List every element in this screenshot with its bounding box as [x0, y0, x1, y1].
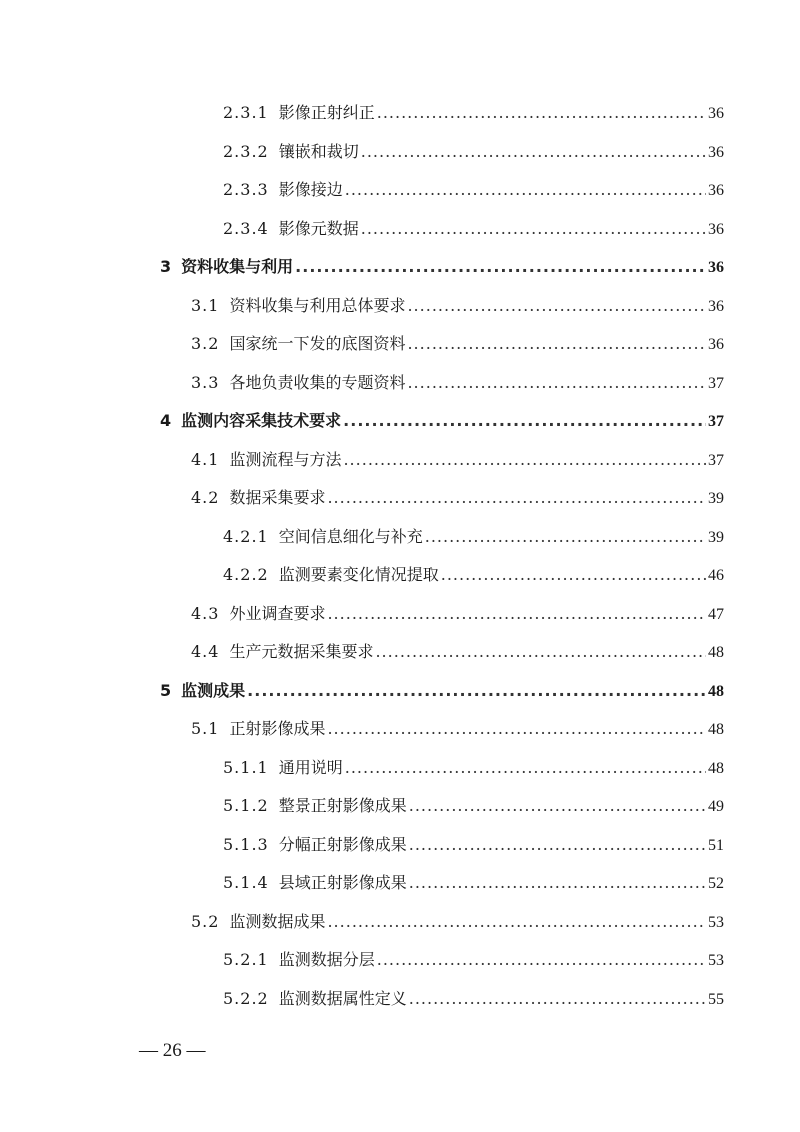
toc-dot-leader: [343, 402, 706, 441]
toc-entry-number: 3: [160, 257, 172, 276]
toc-entry-page: 39: [708, 490, 724, 507]
toc-entry-title: 外业调查要求: [229, 603, 326, 623]
toc-entry-number: 4: [160, 411, 172, 430]
toc-entry-title: 分幅正射影像成果: [278, 834, 407, 854]
toc-entry-title: 监测流程与方法: [229, 449, 342, 469]
toc-entry-title: 通用说明: [278, 757, 343, 777]
toc-entry-number: 2.3.2: [223, 141, 269, 161]
toc-entry-title: 生产元数据采集要求: [229, 642, 374, 661]
toc-entry-number: 4.1: [191, 449, 220, 469]
toc-entry-number: 5.2.1: [223, 950, 269, 969]
toc-entry: [0, 94, 724, 133]
toc-entry: [0, 518, 724, 557]
page-number: — 26 —: [139, 1040, 206, 1061]
toc-entry: [0, 210, 724, 249]
toc-entry-page: 36: [708, 220, 724, 238]
toc-entry: [0, 133, 724, 172]
table-of-contents: [0, 94, 800, 1018]
toc-entry: [0, 710, 724, 749]
toc-dot-leader: [377, 941, 706, 980]
toc-entry-page: 47: [708, 605, 724, 623]
toc-dot-leader: [375, 633, 706, 672]
toc-entry-number: 4.3: [191, 603, 220, 623]
toc-entry-page: 37: [708, 451, 724, 469]
toc-dot-leader: [345, 749, 706, 788]
toc-dot-leader: [377, 94, 706, 133]
toc-entry: [0, 595, 724, 634]
toc-dot-leader: [327, 595, 706, 634]
toc-entry: [0, 364, 724, 403]
toc-entry-title: 影像接边: [278, 180, 343, 199]
toc-entry-page: 36: [708, 105, 724, 122]
toc-entry-number: 4.4: [191, 642, 220, 661]
toc-dot-leader: [441, 556, 706, 595]
toc-dot-leader: [409, 980, 706, 1019]
toc-entry-page: 53: [708, 952, 724, 969]
toc-entry: [0, 941, 724, 980]
toc-dot-leader: [409, 826, 706, 865]
toc-entry: [0, 441, 724, 480]
toc-entry: [0, 672, 724, 711]
toc-entry-page: 37: [708, 413, 724, 430]
toc-dot-leader: [407, 287, 706, 326]
toc-entry-page: 36: [708, 182, 724, 199]
toc-entry-title: 监测数据成果: [229, 911, 326, 931]
toc-entry-number: 4.2: [191, 488, 220, 507]
toc-entry-number: 3.1: [191, 295, 220, 315]
toc-entry-page: 37: [708, 374, 724, 392]
toc-entry-title: 国家统一下发的底图资料: [229, 334, 406, 353]
toc-entry-page: 46: [708, 567, 724, 584]
toc-dot-leader: [361, 210, 706, 249]
toc-entry-title: 资料收集与利用总体要求: [229, 295, 406, 315]
toc-entry-page: 36: [708, 297, 724, 315]
toc-entry-page: 48: [708, 759, 724, 777]
toc-entry-title: 监测要素变化情况提取: [278, 565, 439, 584]
toc-dot-leader: [295, 248, 706, 287]
toc-dot-leader: [327, 710, 706, 749]
toc-entry: [0, 556, 724, 595]
toc-entry-page: 36: [708, 336, 724, 353]
toc-entry: [0, 787, 724, 826]
toc-dot-leader: [327, 903, 706, 942]
toc-entry: [0, 248, 724, 287]
toc-dot-leader: [247, 672, 706, 711]
toc-dot-leader: [327, 479, 706, 518]
toc-entry: [0, 864, 724, 903]
toc-entry-title: 监测成果: [181, 680, 246, 700]
toc-dot-leader: [409, 864, 706, 903]
toc-entry-page: 39: [708, 528, 724, 546]
toc-entry: [0, 287, 724, 326]
toc-entry-number: 3.2: [191, 334, 220, 353]
toc-entry-page: 52: [708, 875, 724, 892]
toc-entry-number: 2.3.1: [223, 103, 269, 122]
toc-entry-title: 数据采集要求: [229, 488, 326, 507]
toc-entry-page: 48: [708, 644, 724, 661]
toc-dot-leader: [409, 787, 706, 826]
toc-dot-leader: [343, 441, 706, 480]
toc-entry-title: 监测数据分层: [278, 950, 375, 969]
toc-entry-page: 55: [708, 990, 724, 1008]
toc-entry-title: 监测数据属性定义: [278, 988, 407, 1008]
toc-entry-title: 各地负责收集的专题资料: [229, 372, 406, 392]
toc-entry-page: 53: [708, 913, 724, 931]
toc-entry-number: 5.1.2: [223, 796, 269, 815]
toc-entry: [0, 633, 724, 672]
toc-dot-leader: [407, 364, 706, 403]
toc-entry-title: 整景正射影像成果: [278, 796, 407, 815]
toc-entry-page: 49: [708, 798, 724, 815]
toc-entry-title: 影像元数据: [278, 218, 359, 238]
toc-entry-number: 2.3.4: [223, 218, 269, 238]
toc-entry-number: 4.2.2: [223, 565, 269, 584]
toc-entry-number: 5.1.3: [223, 834, 269, 854]
toc-entry: [0, 325, 724, 364]
toc-entry-title: 资料收集与利用: [181, 257, 294, 276]
toc-entry: [0, 171, 724, 210]
toc-entry-page: 48: [708, 682, 724, 700]
toc-entry-page: 36: [708, 259, 724, 276]
toc-dot-leader: [345, 171, 706, 210]
toc-entry-number: 5.2.2: [223, 988, 269, 1008]
toc-entry-page: 36: [708, 143, 724, 161]
toc-entry-title: 镶嵌和裁切: [278, 141, 359, 161]
toc-entry-number: 3.3: [191, 372, 220, 392]
toc-entry-number: 5.1.4: [223, 873, 269, 892]
toc-dot-leader: [361, 133, 706, 172]
toc-dot-leader: [425, 518, 706, 557]
toc-entry: [0, 479, 724, 518]
toc-entry: [0, 402, 724, 441]
toc-entry-title: 监测内容采集技术要求: [181, 411, 342, 430]
toc-entry-number: 2.3.3: [223, 180, 269, 199]
toc-entry-title: 影像正射纠正: [278, 103, 375, 122]
toc-entry: [0, 980, 724, 1019]
toc-entry: [0, 749, 724, 788]
toc-entry-page: 51: [708, 836, 724, 854]
toc-entry: [0, 903, 724, 942]
toc-entry-number: 5.2: [191, 911, 220, 931]
toc-entry-number: 4.2.1: [223, 526, 269, 546]
toc-entry: [0, 826, 724, 865]
toc-entry-number: 5: [160, 680, 172, 700]
toc-entry-title: 正射影像成果: [229, 719, 326, 738]
toc-dot-leader: [407, 325, 706, 364]
toc-entry-title: 空间信息细化与补充: [278, 526, 423, 546]
toc-entry-number: 5.1: [191, 719, 220, 738]
toc-entry-title: 县域正射影像成果: [278, 873, 407, 892]
toc-entry-number: 5.1.1: [223, 757, 269, 777]
toc-entry-page: 48: [708, 721, 724, 738]
